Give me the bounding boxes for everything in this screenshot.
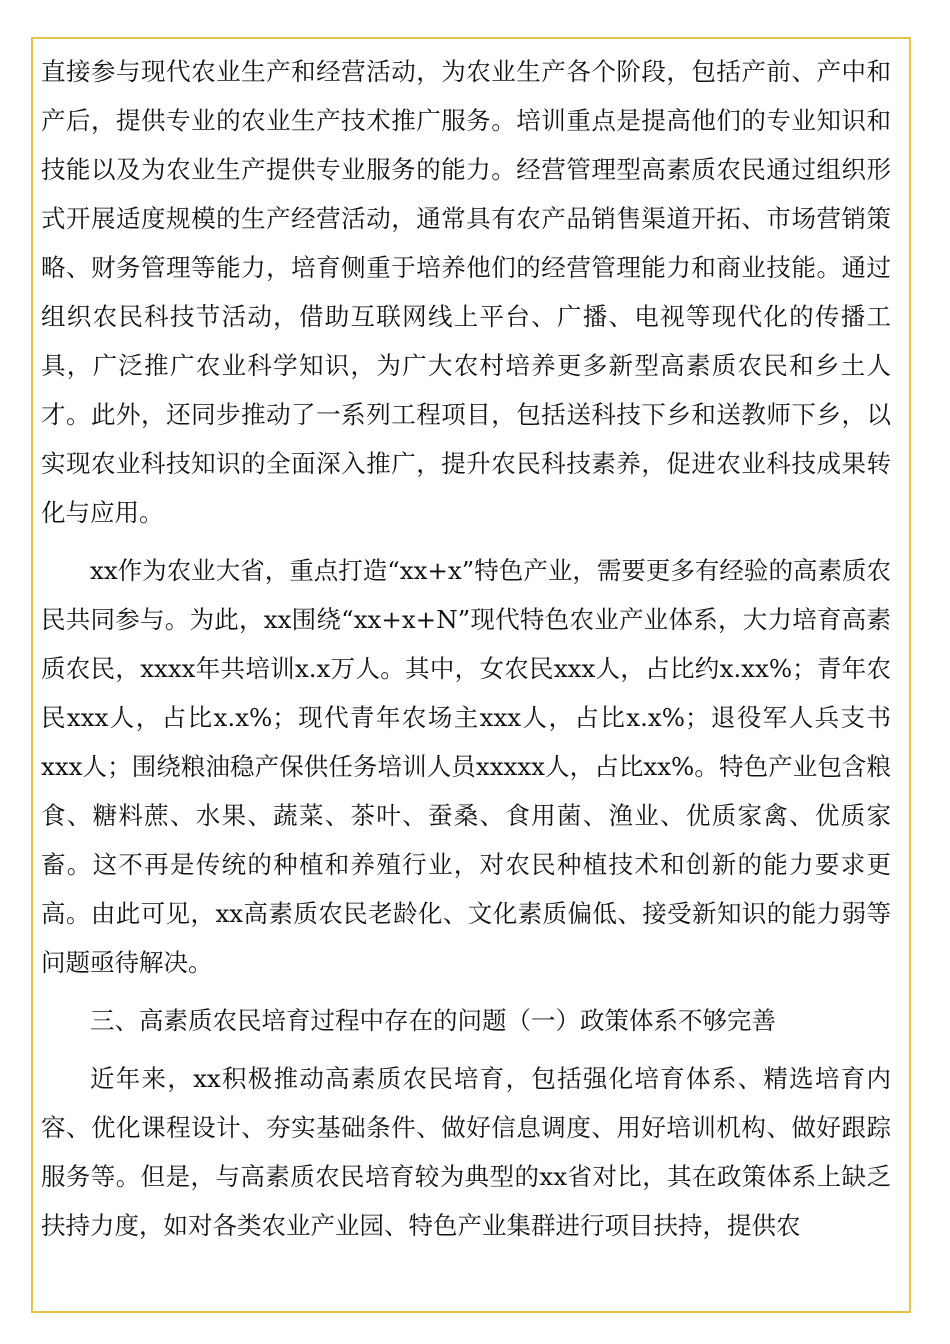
section-heading: 三、高素质农民培育过程中存在的问题（一）政策体系不够完善 [90,1006,776,1035]
document-body [41,47,891,1259]
paragraph-industry: xx作为农业大省，重点打造“xx+x”特色产业，需要更多有经验的高素质农民共同参与。为此，xx围绕“xx+x+N”现代特色农业产业体系，大力培育高素质农民，xxxx年共培训x.x万人。其中，女农民xxx人，占比约x.xx%；青年农民xxx人，占比x.x%；现代青年农场主xxx人，占比x.x%；退役军人兵支书xxx人；围绕粮油稳产保供任务培训人员xxxxx人，占比xx%。特色产业包含粮食、糖料蔗、水果、蔬菜、茶叶、蚕桑、食用菌、渔业、优质家禽、优质家畜。这不再是传统的种植和养殖行业，对农民种植技术和创新的能力要求更高。由此可见，xx高素质农民老龄化、文化素质偏低、接受新知识的能力弱等问题亟待解决。 [41,556,891,977]
paragraph-continued: 直接参与现代农业生产和经营活动，为农业生产各个阶段，包括产前、产中和产后，提供专业的农业生产技术推广服务。培训重点是提高他们的专业知识和技能以及为农业生产提供专业服务的能力。经营管理型高素质农民通过组织形式开展适度规模的生产经营活动，通常具有农产品销售渠道开拓、市场营销策略、财务管理等能力，培育侧重于培养他们的经营管理能力和商业技能。通过组织农民科技节活动，借助互联网线上平台、广播、电视等现代化的传播工具，广泛推广农业科学知识，为广大农村培养更多新型高素质农民和乡土人才。此外，还同步推动了一系列工程项目，包括送科技下乡和送教师下乡，以实现农业科技知识的全面深入推广，提升农民科技素养，促进农业科技成果转化与应用。 [41,57,891,527]
paragraph-policy: 近年来，xx积极推动高素质农民培育，包括强化培育体系、精选培育内容、优化课程设计、夯实基础条件、做好信息调度、用好培训机构、做好跟踪服务等。但是，与高素质农民培育较为典型的xx省对比，其在政策体系上缺乏扶持力度，如对各类农业产业园、特色产业集群进行项目扶持，提供农 [41,1064,891,1240]
